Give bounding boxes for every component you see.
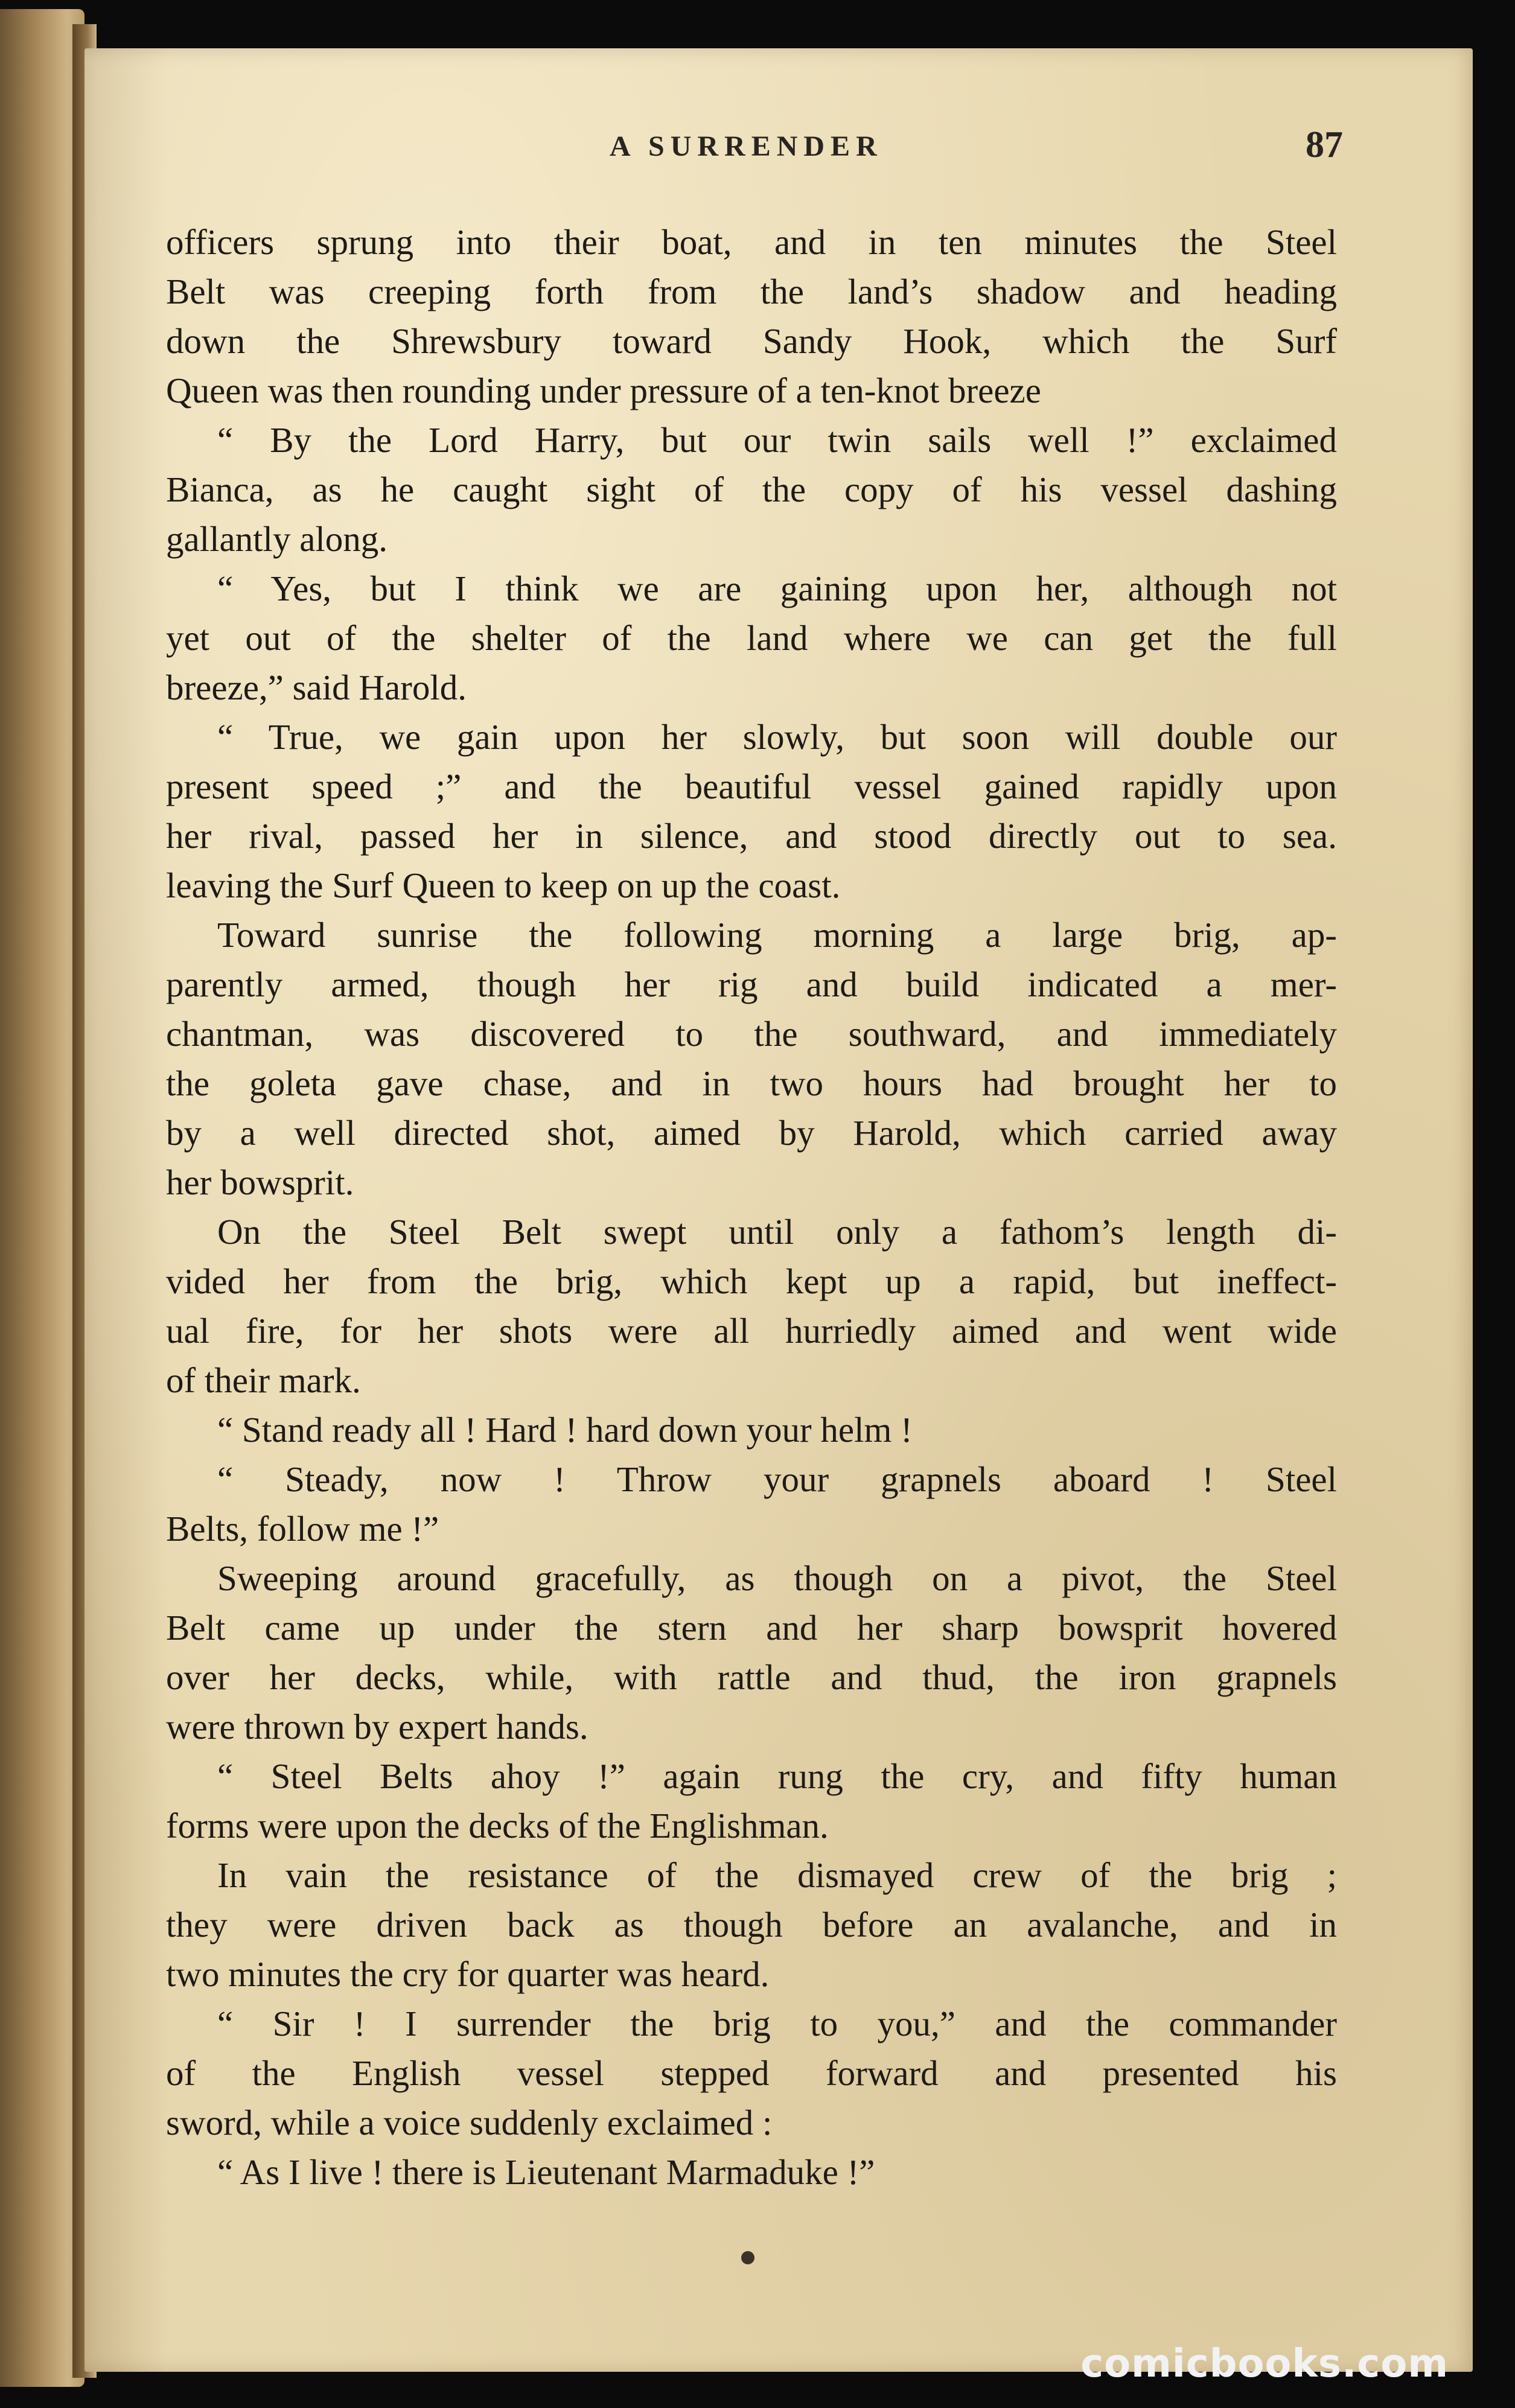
text-line: by a well directed shot, aimed by Harold, which carried away <box>166 1113 1337 1153</box>
facing-page-edge <box>0 9 85 2387</box>
text-line: “ True, we gain upon her slowly, but soon will double our <box>217 717 1337 757</box>
text-line: “ Yes, but I think we are gaining upon her, although not <box>217 569 1337 608</box>
text-line: “ Steady, now ! Throw your grapnels aboard ! Steel <box>217 1459 1337 1499</box>
text-line: In vain the resistance of the dismayed crew of the brig ; <box>217 1855 1337 1895</box>
text-line: Bianca, as he caught sight of the copy of his vessel dashing <box>166 470 1337 509</box>
book-page <box>85 48 1473 2372</box>
text-line: yet out of the shelter of the land where we can get the full <box>166 618 1337 658</box>
text-line: Queen was then rounding under pressure of a ten-knot breeze <box>166 371 1041 410</box>
text-line: “ By the Lord Harry, but our twin sails well !” exclaimed <box>217 420 1337 460</box>
text-line: they were driven back as though before an avalanche, and in <box>166 1905 1337 1945</box>
text-line: “ As I live ! there is Lieutenant Marmaduke !” <box>217 2152 875 2192</box>
page-number: 87 <box>1306 124 1343 165</box>
site-watermark: comicbooks.com <box>1080 2342 1449 2386</box>
text-line: vided her from the brig, which kept up a rapid, but ineffect- <box>166 1261 1337 1301</box>
text-line: “ Steel Belts ahoy !” again rung the cry, and fifty human <box>217 1756 1337 1796</box>
text-line: over her decks, while, with rattle and thud, the iron grapnels <box>166 1657 1337 1697</box>
text-line: Belt came up under the stern and her sharp bowsprit hovered <box>166 1608 1337 1648</box>
text-line: officers sprung into their boat, and in ten minutes the Steel <box>166 222 1337 262</box>
text-line: ual fire, for her shots were all hurriedly aimed and went wide <box>166 1311 1337 1351</box>
text-line: of the English vessel stepped forward and presented his <box>166 2053 1337 2093</box>
text-line: Belts, follow me !” <box>166 1509 439 1549</box>
text-line: down the Shrewsbury toward Sandy Hook, which the Surf <box>166 321 1337 361</box>
text-line: chantman, was discovered to the southward, and immediately <box>166 1014 1337 1054</box>
text-line: present speed ;” and the beautiful vessel gained rapidly upon <box>166 766 1337 806</box>
text-line: On the Steel Belt swept until only a fathom’s length di- <box>217 1212 1337 1252</box>
text-line: two minutes the cry for quarter was heard. <box>166 1954 770 1994</box>
text-line: the goleta gave chase, and in two hours had brought her to <box>166 1063 1337 1103</box>
body-text <box>166 217 1337 2197</box>
text-line: of their mark. <box>166 1360 361 1400</box>
text-line: were thrown by expert hands. <box>166 1707 588 1747</box>
text-line: Belt was creeping forth from the land’s shadow and heading <box>166 272 1337 311</box>
text-line: sword, while a voice suddenly exclaimed : <box>166 2103 773 2142</box>
running-title: A SURRENDER <box>610 130 883 162</box>
text-line: Toward sunrise the following morning a large brig, ap- <box>217 915 1337 955</box>
page-ornament-dot <box>741 2251 754 2264</box>
text-line: gallantly along. <box>166 519 388 559</box>
text-line: forms were upon the decks of the Englishman. <box>166 1806 829 1846</box>
text-line: her rival, passed her in silence, and stood directly out to sea. <box>166 816 1337 856</box>
text-line: breeze,” said Harold. <box>166 667 467 707</box>
text-line: her bowsprit. <box>166 1162 354 1202</box>
text-line: leaving the Surf Queen to keep on up the coast. <box>166 865 841 905</box>
text-line: “ Stand ready all ! Hard ! hard down your helm ! <box>217 1410 913 1450</box>
text-line: “ Sir ! I surrender the brig to you,” and the commander <box>217 2004 1337 2043</box>
text-line: parently armed, though her rig and build indicated a mer- <box>166 964 1337 1004</box>
text-line: Sweeping around gracefully, as though on a pivot, the Steel <box>217 1558 1337 1598</box>
